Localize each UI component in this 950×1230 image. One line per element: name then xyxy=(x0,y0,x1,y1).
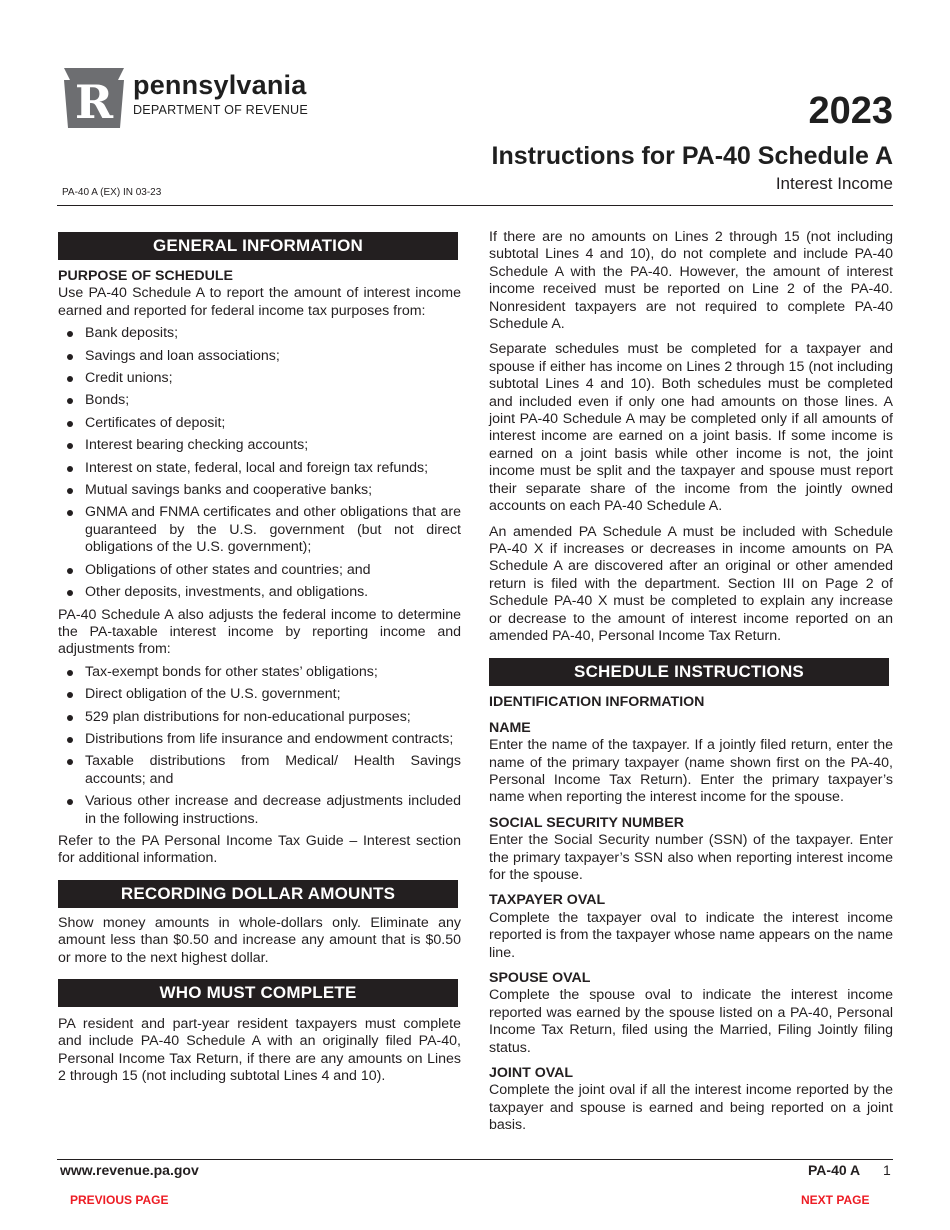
section-heading-general: GENERAL INFORMATION xyxy=(58,232,458,260)
list-item: Mutual savings banks and cooperative banks; xyxy=(58,482,461,499)
subheading-taxpayer-oval: TAXPAYER OVAL xyxy=(489,892,606,909)
list-item: 529 plan distributions for non-educational purposes; xyxy=(58,709,461,726)
right-column xyxy=(489,229,893,1135)
footer-divider xyxy=(57,1159,893,1160)
name-text: Enter the name of the taxpayer. If a jointly filed return, enter the name of the primary taxpayer (name shown first on the PA-40, Personal Income Tax Return). Enter the primary taxpayer’s name when reporting the interest income for the spouse. xyxy=(489,737,893,806)
form-code: PA-40 A (EX) IN 03-23 xyxy=(62,187,162,198)
subheading-name: NAME xyxy=(489,719,531,736)
section-heading-who: WHO MUST COMPLETE xyxy=(58,979,458,1007)
section-heading-schedule: SCHEDULE INSTRUCTIONS xyxy=(489,658,889,686)
footer-website: www.revenue.pa.gov xyxy=(60,1162,199,1178)
left-column xyxy=(58,232,461,1086)
list-item: Bonds; xyxy=(58,392,461,409)
page-title: Instructions for PA-40 Schedule A xyxy=(491,142,893,170)
page-number: 1 xyxy=(883,1162,891,1178)
list-item: Other deposits, investments, and obligations. xyxy=(58,584,461,601)
next-page-link[interactable]: NEXT PAGE xyxy=(801,1193,870,1207)
logo-letter: R xyxy=(74,75,114,129)
recording-text: Show money amounts in whole-dollars only. Eliminate any amount less than $0.50 and increase any amount that is $0.50 or more to the next highest dollar. xyxy=(58,914,461,966)
list-item: Direct obligation of the U.S. government; xyxy=(58,686,461,703)
department-logo xyxy=(62,66,332,130)
list-item: Various other increase and decrease adjustments included in the following instructions. xyxy=(58,793,461,828)
list-item: Obligations of other states and countries; and xyxy=(58,562,461,579)
adjustment-list xyxy=(58,664,461,828)
list-item: Savings and loan associations; xyxy=(58,348,461,365)
list-item: Interest on state, federal, local and foreign tax refunds; xyxy=(58,460,461,477)
subheading-purpose: PURPOSE OF SCHEDULE xyxy=(58,268,234,284)
list-item: Certificates of deposit; xyxy=(58,415,461,432)
list-item: Tax-exempt bonds for other states’ obligations; xyxy=(58,664,461,681)
no-amounts-text: If there are no amounts on Lines 2 through 15 (not including subtotal Lines 4 and 10), do not complete and include PA-40 Schedule A with the PA-40. However, the amount of interest income received must be reported on Line 2 of the PA-40. Nonresident taxpayers are not required to complete PA-40 Schedule A. xyxy=(489,229,893,333)
list-item: GNMA and FNMA certificates and other obligations that are guaranteed by the U.S. government (but not direct obligations of the U.S. government); xyxy=(58,504,461,556)
logo-department: DEPARTMENT OF REVENUE xyxy=(133,103,308,117)
keystone-logo-icon xyxy=(62,66,126,130)
list-item: Taxable distributions from Medical/ Health Savings accounts; and xyxy=(58,753,461,788)
amended-text: An amended PA Schedule A must be included with Schedule PA-40 X if increases or decreases in income amounts on PA Schedule A are discovered after an original or other amended return is filed with the department. Section III on Page 2 of Schedule PA-40 X must be completed to explain any increase or decrease to the amount of interest income reported on an amended PA-40, Personal Income Tax Return. xyxy=(489,523,893,644)
header-divider xyxy=(57,205,893,206)
section-heading-recording: RECORDING DOLLAR AMOUNTS xyxy=(58,880,458,908)
list-item: Distributions from life insurance and endowment contracts; xyxy=(58,731,461,748)
joint-oval-text: Complete the joint oval if all the interest income reported by the taxpayer and spouse is earned and being reported on a joint basis. xyxy=(489,1082,893,1134)
adjust-text: PA-40 Schedule A also adjusts the federal income to determine the PA-taxable interest income by reporting income and adjustments from: xyxy=(58,606,461,658)
income-source-list xyxy=(58,325,461,601)
ssn-text: Enter the Social Security number (SSN) of the taxpayer. Enter the primary taxpayer’s SSN also when reporting interest income for the spouse. xyxy=(489,832,893,883)
purpose-text: Use PA-40 Schedule A to report the amount of interest income earned and reported for federal income tax purposes from: xyxy=(58,285,461,319)
footer-form-code: PA-40 A xyxy=(808,1162,861,1178)
refer-text: Refer to the PA Personal Income Tax Guide – Interest section for additional information. xyxy=(58,832,461,867)
list-item: Credit unions; xyxy=(58,370,461,387)
spouse-oval-text: Complete the spouse oval to indicate the interest income reported was earned by the spouse listed on a PA-40, Personal Income Tax Return, filed using the Married, Filing Jointly filing status. xyxy=(489,987,893,1056)
who-text: PA resident and part-year resident taxpayers must complete and include PA-40 Schedule A with an originally filed PA-40, Personal Income Tax Return, if there are any amounts on Lines 2 through 15 (not including subtotal Lines 4 and 10). xyxy=(58,1016,461,1085)
subheading-joint-oval: JOINT OVAL xyxy=(489,1065,574,1082)
previous-page-link[interactable]: PREVIOUS PAGE xyxy=(70,1193,169,1207)
list-item: Bank deposits; xyxy=(58,325,461,342)
tax-year: 2023 xyxy=(808,90,893,132)
subheading-spouse-oval: SPOUSE OVAL xyxy=(489,970,591,987)
page-subtitle: Interest Income xyxy=(775,174,893,193)
subheading-ssn: SOCIAL SECURITY NUMBER xyxy=(489,814,684,831)
subheading-identification: IDENTIFICATION INFORMATION xyxy=(489,694,705,711)
taxpayer-oval-text: Complete the taxpayer oval to indicate the interest income reported is from the taxpayer whose name appears on the name line. xyxy=(489,909,893,961)
list-item: Interest bearing checking accounts; xyxy=(58,437,461,454)
logo-wordmark: pennsylvania xyxy=(133,70,307,100)
separate-schedules-text: Separate schedules must be completed for a taxpayer and spouse if either has income on Lines 2 through 15 (not including subtotal Lines 4 and 10). Both schedules must be completed and included even if only one had amounts on those lines. A joint PA-40 Schedule A may be completed only if all amounts of interest income are earned on a joint basis. If some income is earned on a joint basis while other income is not, the joint income must be split and the taxpayer and spouse must report their separate share of the income from the jointly owned accounts on each PA-40 Schedule A. xyxy=(489,341,893,515)
